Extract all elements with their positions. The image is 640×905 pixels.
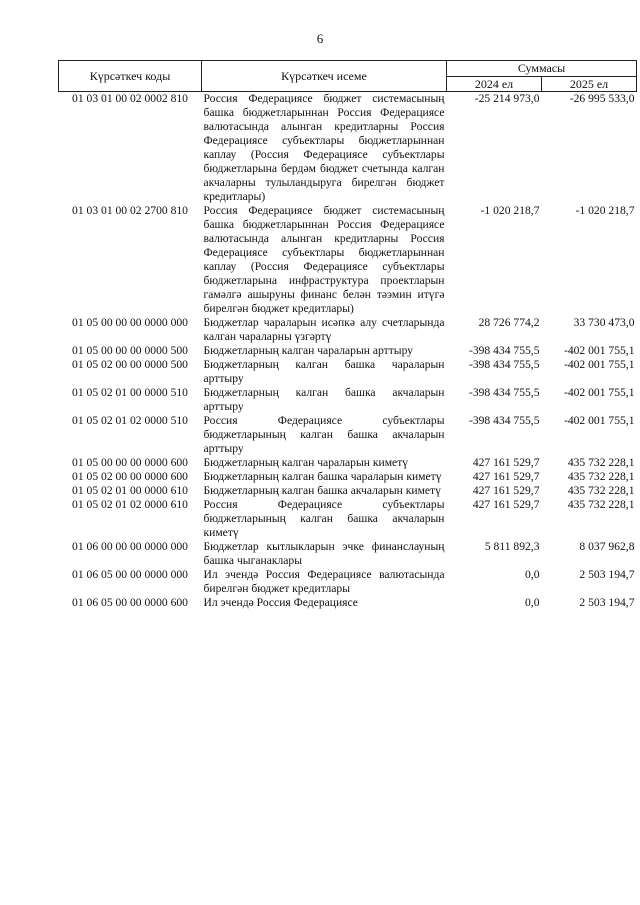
row-value-2025: 435 732 228,1 xyxy=(567,484,635,497)
row-name: Россия Федерациясе субъектлары бюджетларының калган башка акчаларын киметү xyxy=(203,498,445,539)
page-number: 6 xyxy=(316,31,324,46)
table-row xyxy=(59,386,637,414)
row-name: Россия Федерациясе субъектлары бюджетларының калган башка акчаларын арттыру xyxy=(203,414,445,455)
row-value-2024: -398 434 755,5 xyxy=(468,358,540,371)
table-row xyxy=(59,92,637,205)
table-row xyxy=(59,470,637,484)
row-code: 01 03 01 00 02 0002 810 xyxy=(72,92,188,105)
row-value-2025: 2 503 194,7 xyxy=(579,568,635,581)
row-code: 01 05 00 00 00 0000 000 xyxy=(72,316,188,329)
table-row xyxy=(59,414,637,456)
row-code: 01 05 02 00 00 0000 500 xyxy=(72,358,188,371)
row-value-2025: 2 503 194,7 xyxy=(579,596,635,609)
row-value-2024: -398 434 755,5 xyxy=(468,386,540,399)
table-row xyxy=(59,540,637,568)
row-code: 01 05 02 01 00 0000 610 xyxy=(72,484,188,497)
row-name: Россия Федерациясе бюджет системасының башка бюджетларыннан Россия Федерациясе валютасында алынган кредитларны Россия Федерациясе субъектлары бюджетларыннан каплау (Россия Федерациясе субъектлары бюджетларына бердәм бюджет счетында калган акчаларны тулыландыруга бирелгән бюджет кредитлары) xyxy=(203,92,445,203)
row-name: Бюджетларның калган башка чараларын киметү xyxy=(203,470,442,483)
row-name: Бюджетларның калган башка чараларын арттыру xyxy=(203,358,445,385)
header-code: Күрсәткеч коды xyxy=(59,61,202,92)
row-name: Ил эчендә Россия Федерациясе xyxy=(203,596,358,609)
row-value-2024: 427 161 529,7 xyxy=(472,484,540,497)
table-row xyxy=(59,498,637,540)
table-row xyxy=(59,484,637,498)
table-header xyxy=(59,61,637,92)
row-value-2025: -26 995 533,0 xyxy=(569,92,635,105)
row-name: Бюджетларның калган чараларын арттыру xyxy=(203,344,414,357)
row-code: 01 05 00 00 00 0000 500 xyxy=(72,344,188,357)
row-code: 01 05 02 00 00 0000 600 xyxy=(72,470,188,483)
row-code: 01 06 00 00 00 0000 000 xyxy=(72,540,188,553)
row-name: Бюджетлар чараларын исәпкә алу счетларында калган чараларны үзгәртү xyxy=(203,316,445,343)
table-row xyxy=(59,316,637,344)
row-name: Ил эчендә Россия Федерациясе валютасында бирелгән бюджет кредитлары xyxy=(203,568,445,595)
header-year-2025: 2025 ел xyxy=(542,76,637,92)
row-value-2024: 0,0 xyxy=(525,596,540,609)
row-value-2024: 427 161 529,7 xyxy=(472,498,540,511)
row-name: Бюджетларның калган башка акчаларын киметү xyxy=(203,484,441,497)
row-value-2024: 28 726 774,2 xyxy=(478,316,540,329)
table-row xyxy=(59,456,637,470)
row-value-2025: 435 732 228,1 xyxy=(567,470,635,483)
row-value-2024: 0,0 xyxy=(525,568,540,581)
row-code: 01 05 02 01 02 0000 510 xyxy=(72,414,188,427)
row-value-2025: -402 001 755,1 xyxy=(563,386,635,399)
row-code: 01 06 05 00 00 0000 000 xyxy=(72,568,188,581)
row-value-2025: 8 037 962,8 xyxy=(579,540,635,553)
row-code: 01 05 02 01 02 0000 610 xyxy=(72,498,188,511)
row-value-2024: 427 161 529,7 xyxy=(472,456,540,469)
row-name: Россия Федерациясе бюджет системасының башка бюджетларыннан Россия Федерациясе валютасында алынган кредитларны Россия Федерациясе субъектлары бюджетларыннан каплау (Россия Федерациясе субъектлары бюджетларына инфраструктура проектларын гамәлгә ашыруны финанс белән тәэмин итүгә бирелгән бюджет кредитлары) xyxy=(203,204,445,315)
table-body xyxy=(59,92,637,611)
row-value-2024: -1 020 218,7 xyxy=(480,204,540,217)
row-code: 01 05 02 01 00 0000 510 xyxy=(72,386,188,399)
row-value-2024: 427 161 529,7 xyxy=(472,470,540,483)
row-value-2025: 435 732 228,1 xyxy=(567,456,635,469)
table-row xyxy=(59,596,637,610)
row-name: Бюджетларның калган башка акчаларын арттыру xyxy=(203,386,445,413)
row-value-2025: -1 020 218,7 xyxy=(575,204,635,217)
row-value-2024: -25 214 973,0 xyxy=(474,92,540,105)
row-value-2025: 33 730 473,0 xyxy=(573,316,635,329)
row-value-2024: 5 811 892,3 xyxy=(484,540,540,553)
row-value-2024: -398 434 755,5 xyxy=(468,344,540,357)
row-value-2025: 435 732 228,1 xyxy=(567,498,635,511)
row-code: 01 03 01 00 02 2700 810 xyxy=(72,204,188,217)
row-value-2025: -402 001 755,1 xyxy=(563,358,635,371)
row-name: Бюджетлар кытлыкларын эчке финанслауның башка чыганаклары xyxy=(203,540,445,567)
row-code: 01 05 00 00 00 0000 600 xyxy=(72,456,188,469)
row-value-2024: -398 434 755,5 xyxy=(468,414,540,427)
row-name: Бюджетларның калган чараларын киметү xyxy=(203,456,409,469)
header-name: Күрсәткеч исеме xyxy=(202,61,447,92)
row-value-2025: -402 001 755,1 xyxy=(563,414,635,427)
table-row xyxy=(59,358,637,386)
budget-table xyxy=(58,60,637,610)
row-code: 01 06 05 00 00 0000 600 xyxy=(72,596,188,609)
table-row xyxy=(59,568,637,596)
table-row xyxy=(59,204,637,316)
row-value-2025: -402 001 755,1 xyxy=(563,344,635,357)
header-sum: Суммасы xyxy=(447,61,637,77)
header-year-2024: 2024 ел xyxy=(447,76,542,92)
table-row xyxy=(59,344,637,358)
